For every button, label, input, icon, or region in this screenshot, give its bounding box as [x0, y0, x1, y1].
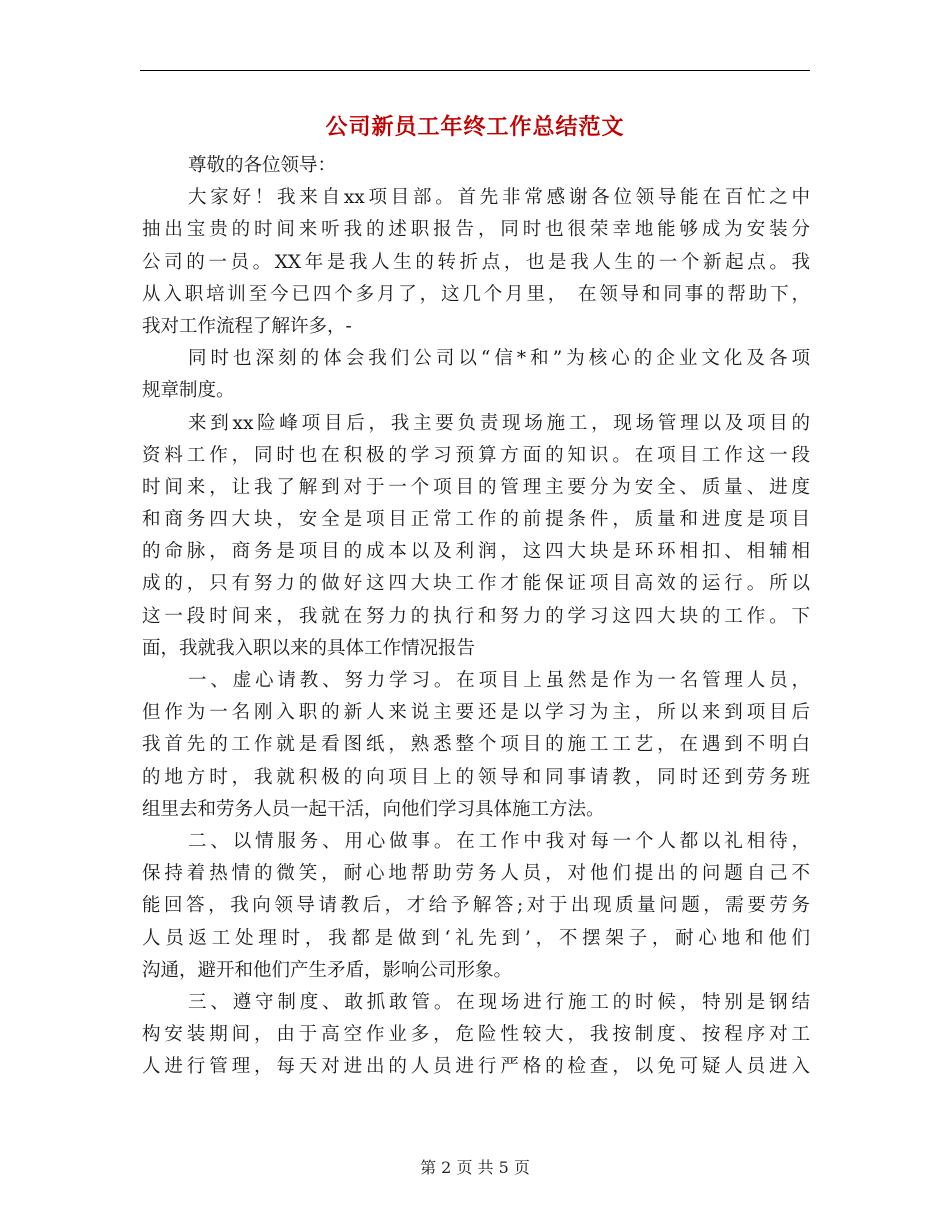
- text-line: 一、虚心请教、努力学习。在项目上虽然是作为一名管理人员，: [188, 670, 810, 691]
- text-line: 尊敬的各位领导：: [188, 155, 337, 176]
- header-rule: [140, 70, 810, 71]
- text-line: 来到xx险峰项目后，我主要负责现场施工，现场管理以及项目的: [188, 412, 810, 434]
- text-line: 大家好！我来自xx项目部。首先非常感谢各位领导能在百忙之中: [188, 187, 810, 209]
- text-line: 这一段时间来，我就在努力的执行和努力的学习这四大块的工作。下: [142, 605, 810, 627]
- text-line: 的地方时，我就积极的向项目上的领导和同事请教，同时还到劳务班: [142, 766, 810, 788]
- text-line: 构安装期间，由于高空作业多，危险性较大，我按制度、按程序对工: [142, 1024, 810, 1046]
- text-line: 组里去和劳务人员一起干活，向他们学习具体施工方法。: [142, 798, 605, 820]
- text-line: 面，我就我入职以来的具体工作情况报告: [142, 637, 476, 659]
- page-footer: 第 2 页 共 5 页: [420, 1158, 530, 1177]
- text-line: 公司的一员。XX年是我人生的转折点，也是我人生的一个新起点。我: [142, 251, 810, 273]
- document-body: [142, 150, 810, 1083]
- text-line: 我对工作流程了解许多，-: [142, 315, 352, 337]
- text-line: 能回答，我向领导请教后，才给予解答;对于出现质量问题，需要劳务: [142, 895, 810, 917]
- document-title: 公司新员工年终工作总结范文: [325, 114, 625, 140]
- text-line: 沟通，避开和他们产生矛盾，影响公司形象。: [142, 959, 513, 981]
- text-line: 时间来，让我了解到对于一个项目的管理主要分为安全、质量、进度: [142, 476, 810, 498]
- text-line: 规章制度。: [142, 380, 235, 402]
- text-line: 抽出宝贵的时间来听我的述职报告，同时也很荣幸地能够成为安装分: [142, 219, 810, 241]
- text-line: 资料工作，同时也在积极的学习预算方面的知识。在项目工作这一段: [142, 444, 810, 466]
- text-line: 同时也深刻的体会我们公司以“信*和”为核心的企业文化及各项: [188, 348, 810, 370]
- text-line: 的命脉，商务是项目的成本以及利润，这四大块是环环相扣、相辅相: [142, 541, 810, 563]
- text-line: 人进行管理，每天对进出的人员进行严格的检查，以免可疑人员进入: [142, 1056, 810, 1078]
- text-line: 保持着热情的微笑，耐心地帮助劳务人员，对他们提出的问题自己不: [142, 863, 810, 885]
- text-line: 三、遵守制度、敢抓敢管。在现场进行施工的时候，特别是钢结: [188, 991, 810, 1013]
- text-line: 成的，只有努力的做好这四大块工作才能保证项目高效的运行。所以: [142, 573, 810, 595]
- text-line: 我首先的工作就是看图纸，熟悉整个项目的施工工艺，在遇到不明白: [142, 734, 810, 756]
- text-line: 和商务四大块，安全是项目正常工作的前提条件，质量和进度是项目: [142, 509, 810, 531]
- text-line: 人员返工处理时，我都是做到‘礼先到’，不摆架子，耐心地和他们: [142, 927, 810, 949]
- text-line: 从入职培训至今已四个多月了，这几个月里， 在领导和同事的帮助下，: [142, 283, 810, 305]
- text-line: 二、以情服务、用心做事。在工作中我对每一个人都以礼相待，: [188, 830, 810, 852]
- text-line: 但作为一名刚入职的新人来说主要还是以学习为主，所以来到项目后: [142, 702, 810, 724]
